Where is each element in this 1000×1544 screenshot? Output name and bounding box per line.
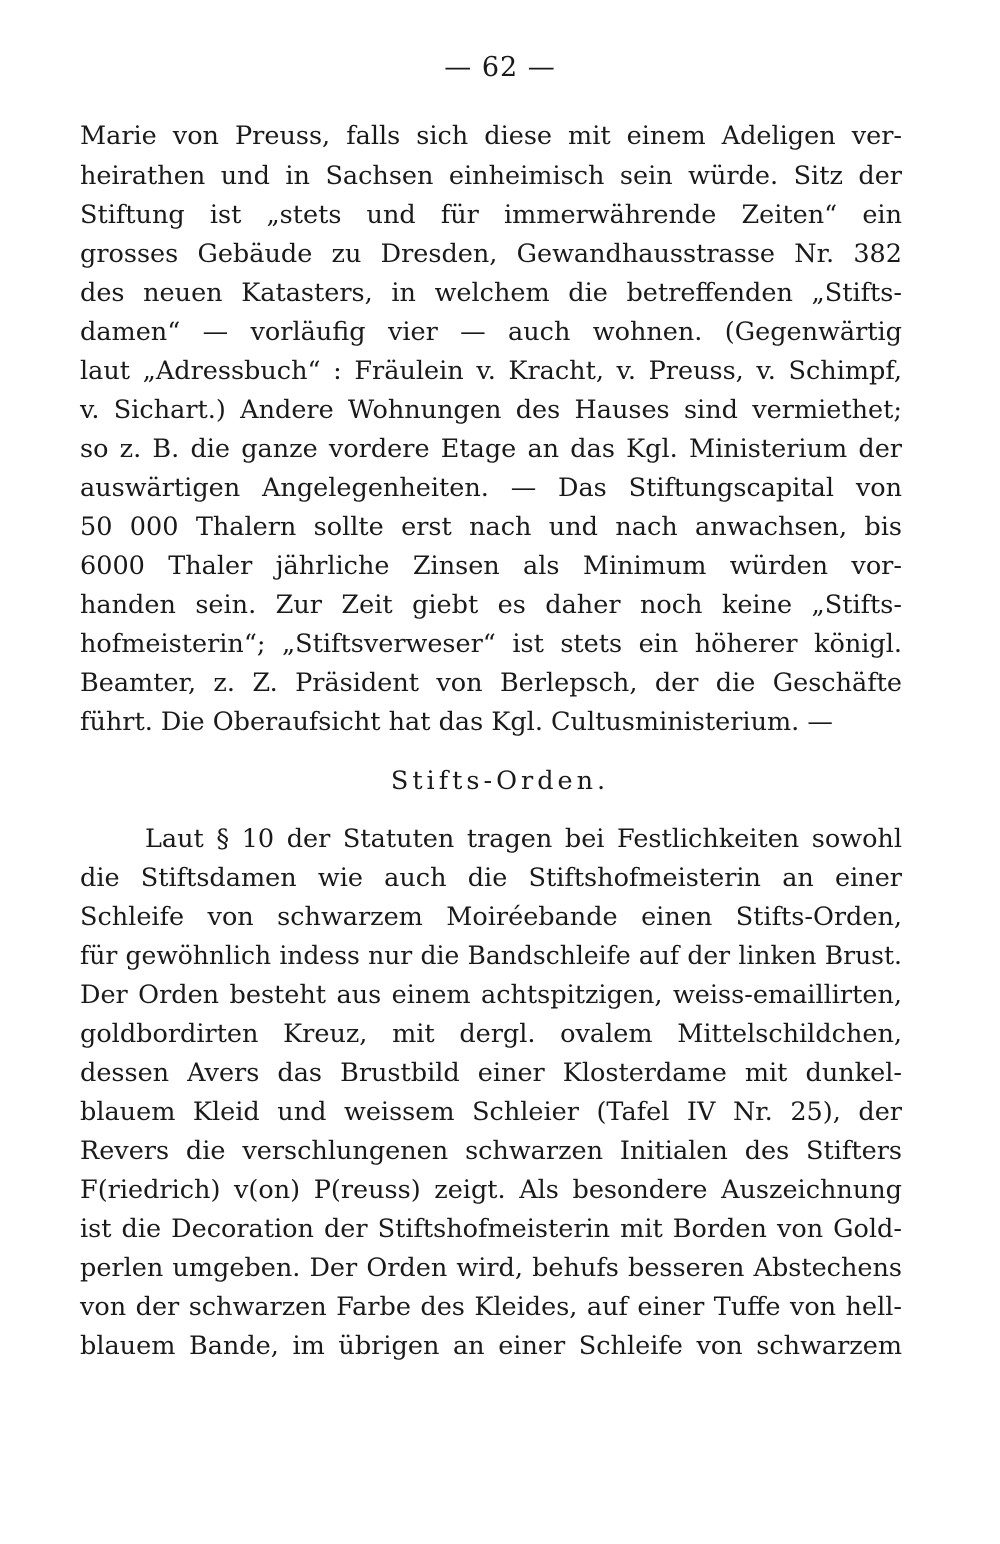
text-line: v. Sichart.) Andere Wohnungen des Hauses sind vermiethet; xyxy=(80,395,902,425)
text-line: 6000 Thaler jährliche Zinsen als Minimum würden vor- xyxy=(80,551,902,581)
text-line: ist die Decoration der Stiftshofmeisterin mit Borden von Gold- xyxy=(80,1214,902,1244)
text-line: für gewöhnlich indess nur die Bandschleife auf der linken Brust. xyxy=(80,941,902,970)
text-line: blauem Bande, im übrigen an einer Schleife von schwarzem xyxy=(80,1331,902,1361)
text-line: heirathen und in Sachsen einheimisch sein würde. Sitz der xyxy=(80,161,902,191)
text-line: führt. Die Oberaufsicht hat das Kgl. Cultusministerium. — xyxy=(80,707,833,737)
text-line: perlen umgeben. Der Orden wird, behufs besseren Abstechens xyxy=(80,1253,902,1283)
text-line: goldbordirten Kreuz, mit dergl. ovalem Mittelschildchen, xyxy=(80,1019,902,1049)
text-line: damen“ — vorläufig vier — auch wohnen. (Gegenwärtig xyxy=(80,317,902,347)
text-line: Der Orden besteht aus einem achtspitzigen, weiss-emaillirten, xyxy=(80,980,902,1010)
page-number: — 62 — xyxy=(444,52,556,83)
text-line: F(riedrich) v(on) P(reuss) zeigt. Als besondere Auszeichnung xyxy=(80,1175,902,1205)
text-line: Laut § 10 der Statuten tragen bei Festlichkeiten sowohl xyxy=(145,824,902,854)
text-line: hofmeisterin“; „Stiftsverweser“ ist stets ein höherer königl. xyxy=(80,629,902,659)
text-line: auswärtigen Angelegenheiten. — Das Stiftungscapital von xyxy=(80,473,902,503)
section-heading: Stifts-Orden. xyxy=(390,766,610,796)
text-line: des neuen Katasters, in welchem die betreffenden „Stifts- xyxy=(80,278,902,308)
text-line: blauem Kleid und weissem Schleier (Tafel IV Nr. 25), der xyxy=(80,1097,902,1127)
text-line: 50 000 Thalern sollte erst nach und nach anwachsen, bis xyxy=(80,512,902,542)
text-line: dessen Avers das Brustbild einer Klosterdame mit dunkel- xyxy=(80,1058,902,1088)
text-line: laut „Adressbuch“ : Fräulein v. Kracht, v. Preuss, v. Schimpf, xyxy=(80,356,902,386)
text-line: handen sein. Zur Zeit giebt es daher noch keine „Stifts- xyxy=(80,590,902,620)
text-line: Revers die verschlungenen schwarzen Initialen des Stifters xyxy=(80,1136,902,1166)
text-line: die Stiftsdamen wie auch die Stiftshofmeisterin an einer xyxy=(80,863,902,893)
text-line: von der schwarzen Farbe des Kleides, auf einer Tuffe von hell- xyxy=(80,1292,902,1322)
text-line: so z. B. die ganze vordere Etage an das Kgl. Ministerium der xyxy=(80,434,902,464)
text-line: Schleife von schwarzem Moiréebande einen Stifts-Orden, xyxy=(80,902,902,932)
text-line: Stiftung ist „stets und für immerwährende Zeiten“ ein xyxy=(80,200,902,230)
text-line: grosses Gebäude zu Dresden, Gewandhausstrasse Nr. 382 xyxy=(80,239,902,269)
text-line: Beamter, z. Z. Präsident von Berlepsch, der die Geschäfte xyxy=(80,668,902,698)
text-line: Marie von Preuss, falls sich diese mit einem Adeligen ver- xyxy=(80,121,902,151)
